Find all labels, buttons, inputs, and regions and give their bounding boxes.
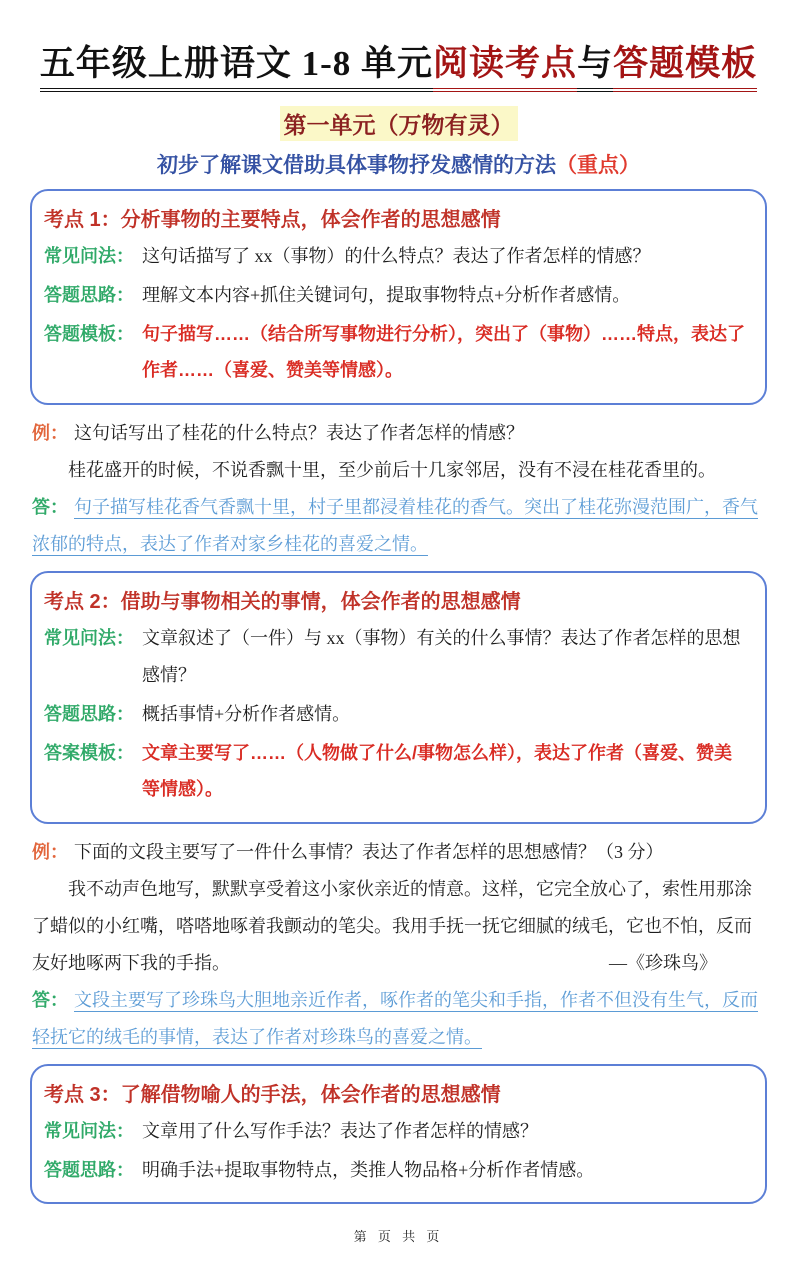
qa-row (44, 696, 749, 733)
title-segment-red-2: 答题模板 (613, 42, 757, 92)
passage-text: 我不动声色地写，默默享受着这小家伙亲近的情意。这样，它完全放心了，索性用那涂了蜡似的小红嘴，嗒嗒地啄着我颤动的笔尖。我用手抚一抚它细腻的绒毛，它也不怕，反而友好地啄两下我的手指。 (32, 879, 752, 973)
passage-text: 桂花盛开的时候，不说香飘十里，至少前后十几家邻居，没有不浸在桂花香里的。 (68, 460, 716, 481)
example-question: 这句话写出了桂花的什么特点？表达了作者怎样的情感？ (74, 423, 524, 444)
example-answer-line (32, 982, 765, 1056)
row-label: 答题思路： (44, 703, 134, 724)
example-label: 例： (32, 423, 68, 444)
example-passage (32, 452, 765, 489)
method-subtitle: 初步了解课文借助具体事物抒发感情的方法 (157, 152, 556, 177)
unit-subtitle: 第一单元（万物有灵） (280, 106, 518, 141)
qa-row (44, 735, 749, 809)
qa-row (44, 1152, 749, 1189)
method-emphasis: （重点） (556, 152, 640, 177)
qa-row (44, 238, 749, 275)
box-heading: 考点 3：了解借物喻人的手法，体会作者的思想感情 (44, 1083, 501, 1106)
row-label: 常见问法： (44, 1120, 134, 1141)
row-label: 答题思路： (44, 1159, 134, 1180)
row-label: 常见问法： (44, 627, 134, 648)
example-passage (32, 871, 765, 982)
title-segment-red-1: 阅读考点 (433, 42, 577, 92)
row-text: 理解文本内容+抓住关键词句，提取事物特点+分析作者感情。 (142, 284, 631, 305)
row-label: 答题模板： (44, 323, 134, 344)
answer-label: 答： (32, 989, 68, 1010)
row-label: 答题思路： (44, 284, 134, 305)
title-segment-black-2: 与 (577, 42, 613, 92)
row-label: 常见问法： (44, 245, 134, 266)
page-footer: 第 页 共 页 (353, 1229, 444, 1245)
example-label: 例： (32, 842, 68, 863)
passage-attribution: —《珍珠鸟》 (609, 953, 717, 973)
qa-row (44, 620, 749, 694)
box-heading: 考点 2：借助与事物相关的事情，体会作者的思想感情 (44, 590, 521, 613)
row-text: 文章叙述了（一件）与 xx（事物）有关的什么事情？表达了作者怎样的思想感情？ (142, 627, 741, 685)
example-question: 下面的文段主要写了一件什么事情？表达了作者怎样的思想感情？（3 分） (74, 842, 664, 863)
example-question-line (32, 834, 765, 871)
row-text-template: 句子描写……（结合所写事物进行分析），突出了（事物）……特点，表达了作者……（喜爱、赞美等情感）。 (142, 323, 745, 381)
doc-title (30, 42, 767, 92)
unit-subtitle-line (30, 106, 767, 141)
row-text-template: 文章主要写了……（人物做了什么/事物怎么样），表达了作者（喜爱、赞美等情感）。 (142, 742, 732, 800)
qa-row (44, 1113, 749, 1150)
qa-row (44, 316, 749, 390)
example-block-1 (32, 415, 765, 563)
row-text: 明确手法+提取事物特点，类推人物品格+分析作者情感。 (142, 1159, 595, 1180)
box-heading: 考点 1：分析事物的主要特点，体会作者的思想感情 (44, 208, 501, 231)
title-segment-black: 五年级上册语文 1-8 单元 (40, 42, 433, 92)
test-point-box-3 (30, 1064, 767, 1205)
answer-text: 文段主要写了珍珠鸟大胆地亲近作者，啄作者的笔尖和手指，作者不但没有生气，反而轻抚它的绒毛的事情，表达了作者对珍珠鸟的喜爱之情。 (32, 989, 758, 1047)
row-text: 文章用了什么写作手法？表达了作者怎样的情感？ (142, 1120, 538, 1141)
answer-text: 句子描写桂花香气香飘十里，村子里都浸着桂花的香气。突出了桂花弥漫范围广，香气浓郁的特点，表达了作者对家乡桂花的喜爱之情。 (32, 497, 758, 554)
example-question-line (32, 415, 765, 452)
test-point-box-1 (30, 189, 767, 406)
example-block-2 (32, 834, 765, 1055)
row-label: 答案模板： (44, 742, 134, 763)
qa-row (44, 277, 749, 314)
answer-label: 答： (32, 497, 68, 518)
example-answer-line (32, 489, 765, 563)
row-text: 概括事情+分析作者感情。 (142, 703, 351, 724)
row-text: 这句话描写了 xx（事物）的什么特点？表达了作者怎样的情感？ (142, 245, 651, 266)
test-point-box-2 (30, 571, 767, 824)
method-subtitle-line (30, 149, 767, 179)
